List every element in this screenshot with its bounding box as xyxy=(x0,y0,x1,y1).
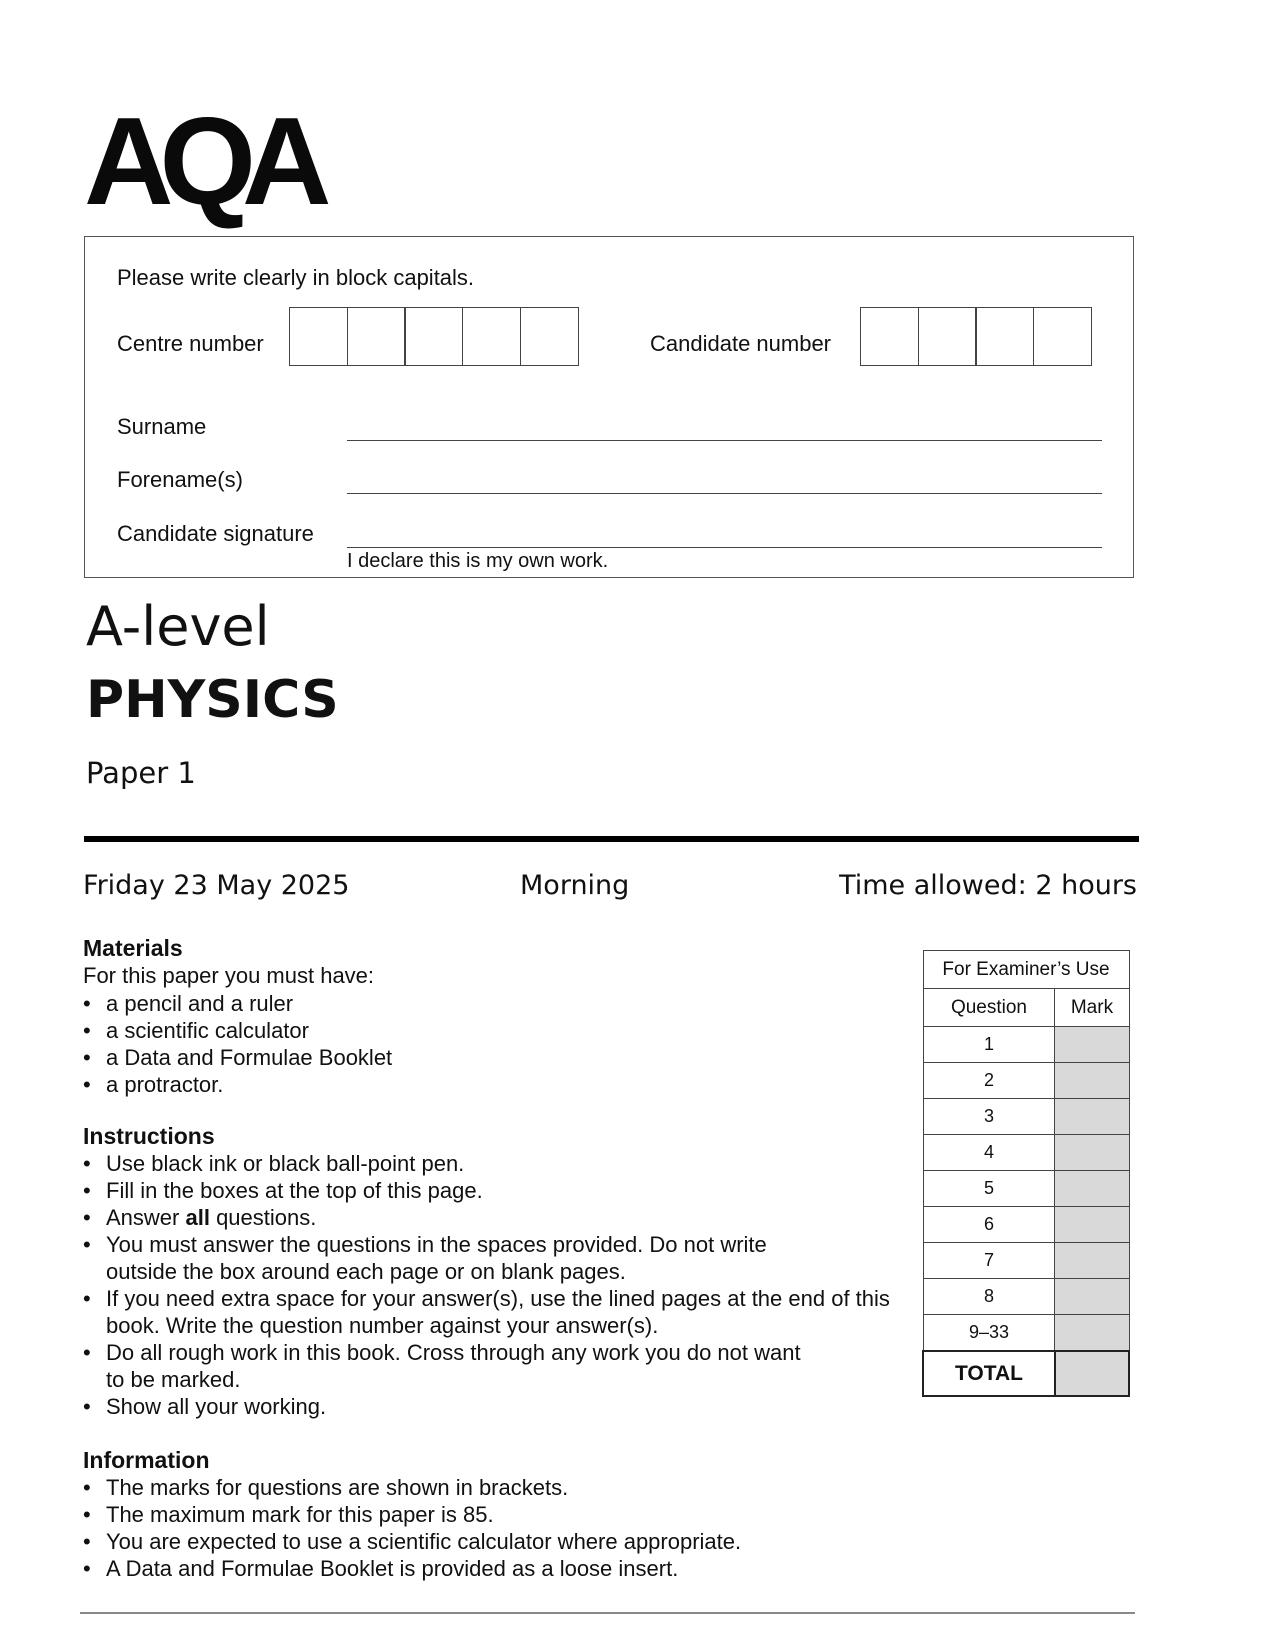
question-number: 6 xyxy=(923,1207,1055,1243)
mark-cell[interactable] xyxy=(1055,1171,1129,1207)
list-item: • a protractor. xyxy=(83,1071,903,1098)
total-row xyxy=(923,1351,1129,1396)
table-row xyxy=(923,1243,1129,1279)
table-row xyxy=(923,1135,1129,1171)
table-row xyxy=(923,1207,1129,1243)
declaration-text: I declare this is my own work. xyxy=(347,550,609,572)
exam-date: Friday 23 May 2025 xyxy=(83,870,350,901)
candidate-digit-box[interactable] xyxy=(860,307,919,366)
answer-prefix: Answer xyxy=(106,1205,186,1230)
candidate-digit-box[interactable] xyxy=(1033,307,1092,366)
question-number: 5 xyxy=(923,1171,1055,1207)
instructions-section xyxy=(83,1122,903,1420)
information-list xyxy=(83,1474,903,1582)
centre-digit-box[interactable] xyxy=(289,307,348,366)
mark-cell[interactable] xyxy=(1055,1063,1129,1099)
exam-session: Morning xyxy=(520,870,630,901)
list-item: • Fill in the boxes at the top of this page. xyxy=(83,1177,903,1204)
question-number: 1 xyxy=(923,1027,1055,1063)
question-column-header: Question xyxy=(923,989,1055,1027)
table-row xyxy=(923,1063,1129,1099)
list-item: • The marks for questions are shown in brackets. xyxy=(83,1474,903,1501)
materials-intro: For this paper you must have: xyxy=(83,963,375,988)
information-heading: Information xyxy=(83,1447,210,1473)
candidate-details-box xyxy=(84,236,1134,578)
time-allowed: Time allowed: 2 hours xyxy=(839,870,1137,901)
signature-label: Candidate signature xyxy=(117,521,314,546)
table-row xyxy=(923,1171,1129,1207)
mark-cell[interactable] xyxy=(1055,1099,1129,1135)
candidate-number-label: Candidate number xyxy=(650,331,832,356)
centre-digit-box[interactable] xyxy=(347,307,406,366)
candidate-digit-box[interactable] xyxy=(918,307,977,366)
mark-cell[interactable] xyxy=(1055,1279,1129,1315)
table-row xyxy=(923,1279,1129,1315)
examiner-use-table xyxy=(922,950,1130,1397)
question-number: 9–33 xyxy=(923,1315,1055,1352)
mark-cell[interactable] xyxy=(1055,1315,1129,1352)
total-mark-cell[interactable] xyxy=(1055,1351,1129,1396)
materials-list xyxy=(83,990,903,1098)
total-label: TOTAL xyxy=(923,1351,1055,1396)
examiner-table-title: For Examiner’s Use xyxy=(923,951,1129,989)
list-item: • You are expected to use a scientific calculator where appropriate. xyxy=(83,1528,903,1555)
list-item: • Use black ink or black ball-point pen. xyxy=(83,1150,903,1177)
centre-digit-box[interactable] xyxy=(520,307,579,366)
centre-number-label: Centre number xyxy=(117,331,264,356)
list-item: • a scientific calculator xyxy=(83,1017,903,1044)
footer-divider xyxy=(80,1612,1135,1614)
answer-suffix: questions. xyxy=(209,1205,317,1230)
instructions-heading: Instructions xyxy=(83,1123,215,1149)
subject-title: PHYSICS xyxy=(86,670,339,730)
candidate-number-boxes[interactable] xyxy=(861,307,1092,366)
materials-section xyxy=(83,934,903,1098)
centre-number-boxes[interactable] xyxy=(290,307,579,366)
forenames-line[interactable] xyxy=(347,493,1102,494)
mark-cell[interactable] xyxy=(1055,1027,1129,1063)
candidate-digit-box[interactable] xyxy=(975,307,1034,366)
title-divider xyxy=(84,836,1139,842)
qualification-level: A-level xyxy=(86,595,270,658)
aqa-logo: AQA xyxy=(84,93,318,231)
surname-label: Surname xyxy=(117,414,207,439)
list-item: • a Data and Formulae Booklet xyxy=(83,1044,903,1071)
centre-digit-box[interactable] xyxy=(462,307,521,366)
answer-emphasis: all xyxy=(185,1205,210,1230)
mark-cell[interactable] xyxy=(1055,1207,1129,1243)
list-item: • Do all rough work in this book. Cross through any work you do not want to be marked. xyxy=(83,1339,903,1393)
question-number: 2 xyxy=(923,1063,1055,1099)
forenames-label: Forename(s) xyxy=(117,467,243,492)
block-capitals-instruction: Please write clearly in block capitals. xyxy=(117,265,475,290)
question-number: 4 xyxy=(923,1135,1055,1171)
table-row xyxy=(923,1315,1129,1352)
list-item: • A Data and Formulae Booklet is provided as a loose insert. xyxy=(83,1555,903,1582)
table-row xyxy=(923,1027,1129,1063)
list-item: • You must answer the questions in the spaces provided. Do not write outside the box around each page or on blank pages. xyxy=(83,1231,903,1285)
question-number: 8 xyxy=(923,1279,1055,1315)
instructions-list xyxy=(83,1150,903,1420)
table-row xyxy=(923,1099,1129,1135)
mark-cell[interactable] xyxy=(1055,1243,1129,1279)
centre-digit-box[interactable] xyxy=(404,307,463,366)
list-item: • a pencil and a ruler xyxy=(83,990,903,1017)
materials-heading: Materials xyxy=(83,935,183,961)
paper-number: Paper 1 xyxy=(86,756,196,790)
mark-cell[interactable] xyxy=(1055,1135,1129,1171)
question-number: 7 xyxy=(923,1243,1055,1279)
surname-line[interactable] xyxy=(347,440,1102,441)
list-item: • Show all your working. xyxy=(83,1393,903,1420)
signature-line[interactable] xyxy=(347,547,1102,548)
question-number: 3 xyxy=(923,1099,1055,1135)
mark-column-header: Mark xyxy=(1055,989,1129,1027)
information-section xyxy=(83,1446,903,1582)
list-item xyxy=(83,1204,903,1231)
list-item: • If you need extra space for your answer(s), use the lined pages at the end of this book. Write the question number against your answer(s). xyxy=(83,1285,903,1339)
list-item: • The maximum mark for this paper is 85. xyxy=(83,1501,903,1528)
